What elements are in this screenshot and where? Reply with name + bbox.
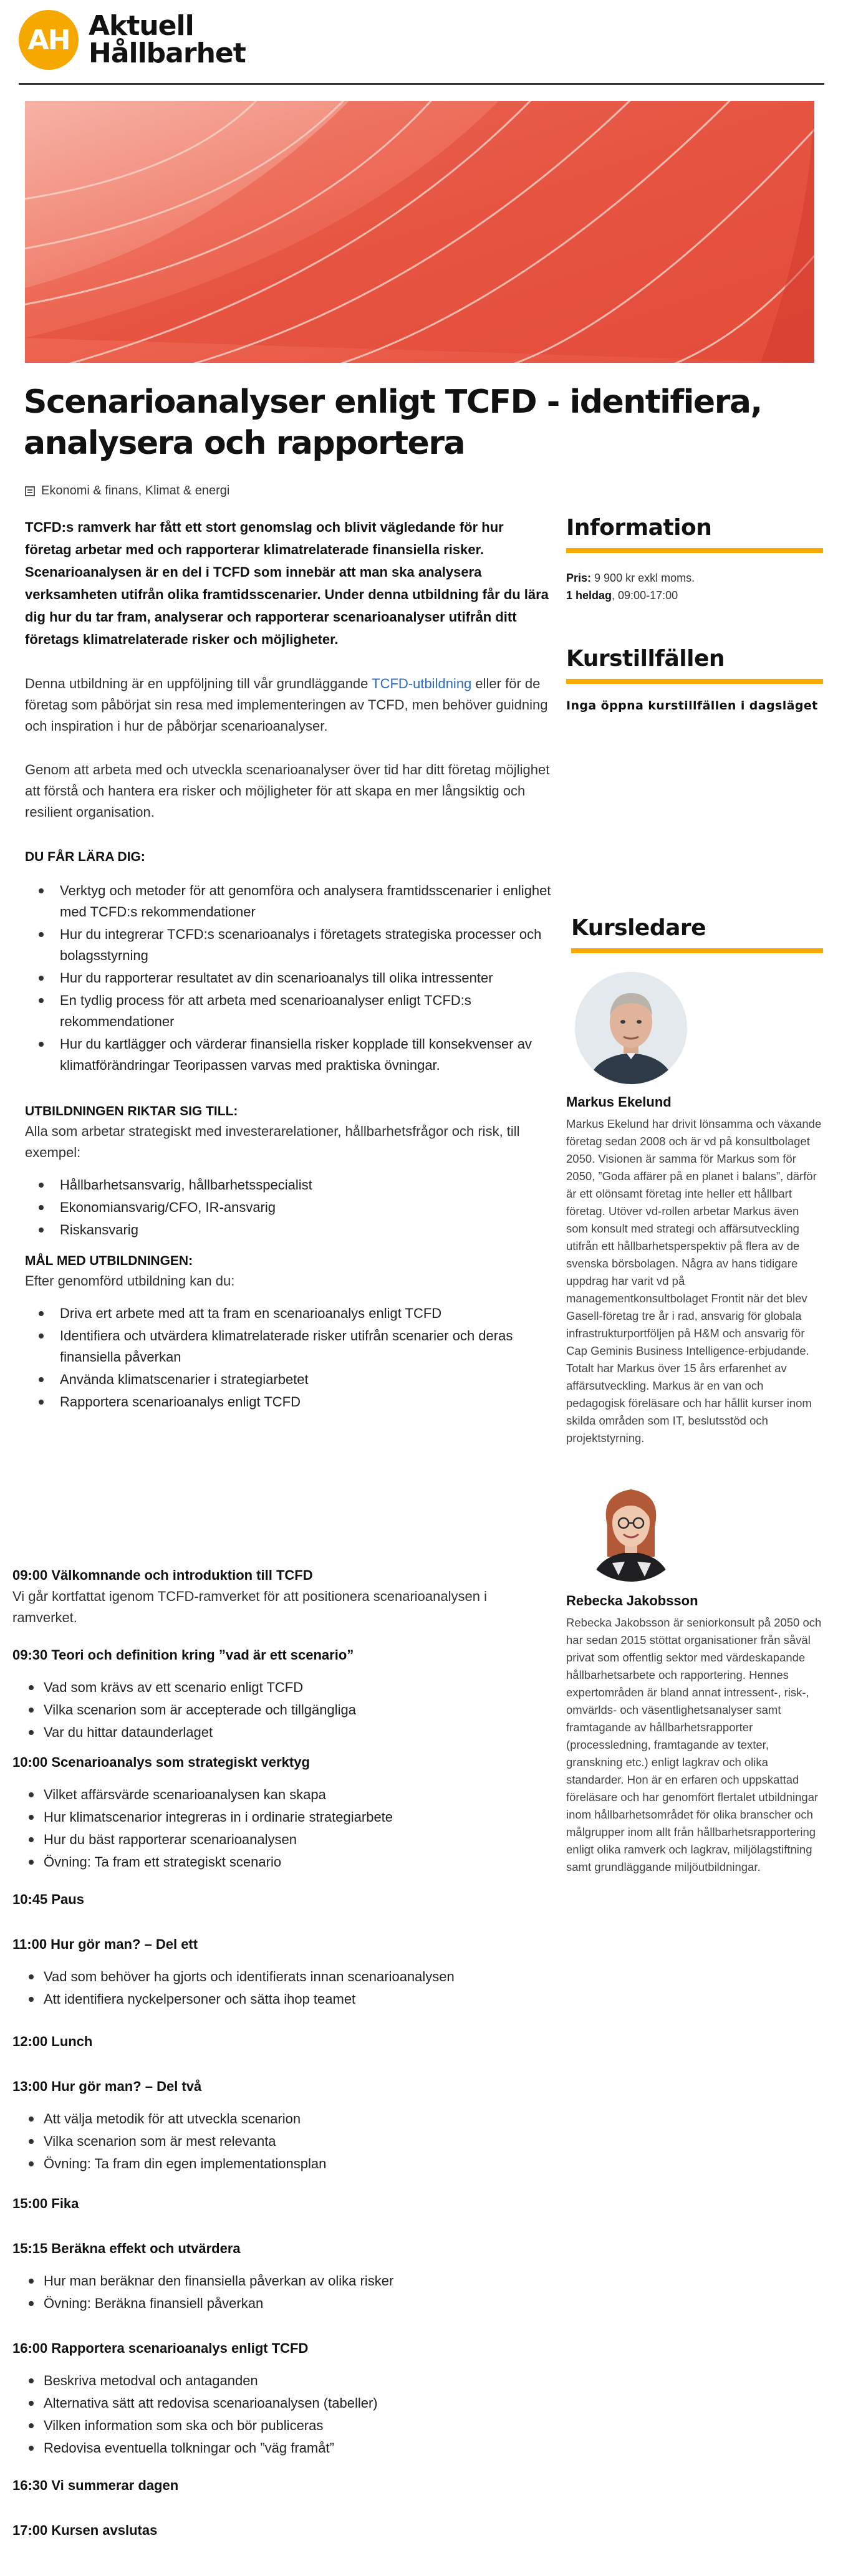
list-item: Använda klimatscenarier i strategiarbetet — [25, 1369, 552, 1390]
logo-mark[interactable] — [19, 10, 79, 70]
audience-heading: UTBILDNINGEN RIKTAR SIG TILL: — [25, 1104, 238, 1118]
goals-heading: MÅL MED UTBILDNINGEN: — [25, 1254, 193, 1268]
schedule-time: 15:00 Fika — [12, 2196, 79, 2211]
category-line — [25, 484, 229, 498]
logo-line2: Hållbarhet — [89, 37, 246, 69]
list-item: Hur du rapporterar resultatet av din scenarioanalys till olika intressenter — [25, 968, 552, 989]
list-item: En tydlig process för att arbeta med scenarioanalyser enligt TCFD:s rekommendationer — [25, 990, 552, 1032]
category-icon — [25, 486, 35, 496]
price-line — [566, 569, 823, 587]
learn-heading: DU FÅR LÄRA DIG: — [25, 850, 145, 864]
leader-name: Markus Ekelund — [566, 1094, 672, 1110]
leaders-panel — [566, 915, 823, 1876]
list-item: Övning: Ta fram ett strategiskt scenario — [12, 1852, 539, 1873]
schedule-time: 15:15 Beräkna effekt och utvärdera — [12, 2241, 241, 2256]
page-title: Scenarioanalyser enligt TCFD - identifiera, analysera och rapportera — [24, 383, 762, 462]
info-panel — [566, 515, 823, 604]
list-item: Vilka scenarion som är accepterade och tillgängliga — [12, 1699, 539, 1721]
list-item: Att välja metodik för att utveckla scenarion — [12, 2108, 539, 2130]
occasions-panel — [566, 646, 823, 713]
schedule-time: 12:00 Lunch — [12, 2034, 93, 2049]
duration-value: , 09:00-17:00 — [612, 589, 678, 602]
leader-bio: Rebecka Jakobsson är seniorkonsult på 2050 och har sedan 2015 stöttat organisationer från såväl privat som offentlig sektor med värdeskapande hållbarhetsarbete och rapportering. Hennes expertområden är bland annat intressent-, risk-, omvärlds- och väsentlighetsanalyser samt framtagande av hållbarhetsrapporter (processledning, framtagande av texter, granskning etc.) enligt lagkrav och olika standarder. Hon är en erfaren och uppskattad föreläsare och har genomfört flertalet utbildningar inom hållbarhetsområdet för olika branscher och målgrupper inom allt från hållbarhetsrapportering enligt olika ramverk och lagkrav, miljölagstiftning samt grundläggande miljöutbildningar. — [566, 1616, 822, 1873]
logo-wordmark[interactable] — [89, 12, 246, 67]
goals-list — [25, 1303, 552, 1413]
tcfd-course-link[interactable]: TCFD-utbildning — [372, 676, 472, 691]
duration-label: 1 heldag — [566, 589, 612, 602]
list-item: Vilken information som ska och bör publiceras — [12, 2415, 539, 2436]
intro-paragraph — [25, 673, 552, 737]
schedule-intro-text: Vi går kortfattat igenom TCFD-ramverket för att positionera scenarioanalysen i ramverket. — [12, 1588, 487, 1625]
list-item: Hur du kartlägger och värderar finansiella risker kopplade till konsekvenser av klimatförändringar Teoripassen varvas med praktiska övningar. — [25, 1034, 552, 1076]
list-item: Alternativa sätt att redovisa scenarioanalysen (tabeller) — [12, 2393, 539, 2414]
logo-initials: AH — [27, 24, 70, 56]
list-item: Vilka scenarion som är mest relevanta — [12, 2131, 539, 2152]
leader-bio: Markus Ekelund har drivit lönsamma och växande företag sedan 2008 och är vd på konsultbolaget 2050. Visionen är samma för Markus som för 2050, ”Goda affärer på en planet i balans”, därför är ett olönsamt företag inte heller ett hållbart företag. Utöver vd-rollen arbetar Markus även som konsult med strategi och affärsutveckling utifrån ett hållbarhetsperspektiv på flera av de svenska börsbolagen. Några av hans tidigare uppdrag har varit vd på managementkonsultbolaget Frontit när det blev Gasell-företag tre år i rad, ansvarig för globala infrastrukturportföljen på H&M och ansvarig för Cap Geminis Business Intelligence-erbjudande. Totalt har Markus över 15 års erfarenhet av affärsutveckling. Markus är en van och pedagogisk föreläsare och har hållit kurser inom skilda områden som IT, beslutsstöd och projektstyrning. — [566, 1117, 822, 1444]
list-item: Identifiera och utvärdera klimatrelaterade risker utifrån scenarier och deras finansiella påverkan — [25, 1325, 552, 1368]
list-item: Hur du bäst rapporterar scenarioanalysen — [12, 1829, 539, 1850]
header-divider — [19, 83, 824, 85]
list-item: Hur man beräknar den finansiella påverkan av olika risker — [12, 2271, 539, 2292]
second-paragraph: Genom att arbeta med och utveckla scenarioanalyser över tid har ditt företag möjlighet att förstå och hantera era risker och möjligheter för att skapa en mer långsiktig och resilient organisation. — [25, 762, 550, 820]
avatar — [575, 972, 687, 1084]
site-header — [19, 9, 246, 71]
audience-intro: Alla som arbetar strategiskt med investerarelationer, hållbarhetsfrågor och risk, till exempel: — [25, 1123, 520, 1160]
schedule-list — [12, 2370, 539, 2459]
list-item: Vilket affärsvärde scenarioanalysen kan skapa — [12, 1784, 539, 1805]
list-item: Övning: Beräkna finansiell påverkan — [12, 2293, 539, 2314]
schedule-time: 09:00 Välkomnande och introduktion till TCFD — [12, 1567, 313, 1583]
schedule-time: 09:30 Teori och definition kring ”vad är ett scenario” — [12, 1647, 354, 1663]
schedule-list — [12, 2108, 539, 2175]
learn-list — [25, 880, 552, 1076]
schedule-list — [12, 1677, 539, 1743]
info-rule — [566, 548, 823, 553]
list-item: Att identifiera nyckelpersoner och sätta ihop teamet — [12, 1989, 539, 2010]
list-item: Driva ert arbete med att ta fram en scenarioanalys enligt TCFD — [25, 1303, 552, 1324]
duration-line — [566, 587, 823, 604]
schedule-time: 10:00 Scenarioanalys som strategiskt verktyg — [12, 1754, 310, 1770]
schedule-list — [12, 1784, 539, 1873]
list-item: Vad som behöver ha gjorts och identifierats innan scenarioanalysen — [12, 1966, 539, 1987]
schedule-time: 16:00 Rapportera scenarioanalys enligt TCFD — [12, 2340, 309, 2356]
list-item: Övning: Ta fram din egen implementationsplan — [12, 2153, 539, 2175]
schedule-time: 13:00 Hur gör man? – Del två — [12, 2079, 202, 2094]
list-item: Verktyg och metoder för att genomföra och analysera framtidsscenarier i enlighet med TCFD:s rekommendationer — [25, 880, 552, 923]
occasions-title: Kurstillfällen — [566, 646, 725, 671]
list-item: Rapportera scenarioanalys enligt TCFD — [25, 1391, 552, 1413]
intro-text-before: Denna utbildning är en uppföljning till vår grundläggande — [25, 676, 372, 691]
list-item: Beskriva metodval och antaganden — [12, 2370, 539, 2391]
list-item: Vad som krävs av ett scenario enligt TCFD — [12, 1677, 539, 1698]
category-links[interactable]: Ekonomi & finans, Klimat & energi — [41, 484, 230, 497]
course-schedule — [12, 1565, 539, 2541]
occasions-rule — [566, 679, 823, 684]
schedule-time: 11:00 Hur gör man? – Del ett — [12, 1936, 198, 1952]
list-item: Ekonomiansvarig/CFO, IR-ansvarig — [25, 1197, 552, 1218]
schedule-time: 10:45 Paus — [12, 1891, 84, 1907]
list-item: Hållbarhetsansvarig, hållbarhetsspecialist — [25, 1175, 552, 1196]
occasions-text: Inga öppna kurstillfällen i dagsläget — [566, 699, 818, 713]
avatar — [575, 1469, 687, 1582]
price-label: Pris: — [566, 572, 592, 584]
info-title: Information — [566, 515, 712, 541]
schedule-list — [12, 2271, 539, 2314]
lead-paragraph: TCFD:s ramverk har fått ett stort genomslag och blivit vägledande för hur företag arbetar med och rapporterar klimatrelaterade finansiella risker. Scenarioanalysen är en del i TCFD som innebär att man ska analysera verksamheten utifrån olika framtidsscenarier. Under denna utbildning får du lära dig hur du tar fram, analyserar och rapporterar scenarioanalyser utifrån ditt företags klimatrelaterade risker och möjligheter. — [25, 519, 549, 647]
audience-list — [25, 1175, 552, 1241]
leader-name: Rebecka Jakobsson — [566, 1593, 698, 1608]
list-item: Var du hittar dataunderlaget — [12, 1722, 539, 1743]
course-description — [25, 516, 552, 1414]
list-item: Riskansvarig — [25, 1219, 552, 1241]
hero-image — [25, 101, 814, 363]
leaders-rule — [571, 948, 823, 953]
leaders-title: Kursledare — [571, 915, 706, 941]
price-value: 9 900 kr exkl moms. — [591, 572, 695, 584]
list-item: Hur klimatscenarior integreras in i ordinarie strategiarbete — [12, 1807, 539, 1828]
schedule-list — [12, 1966, 539, 2010]
list-item: Hur du integrerar TCFD:s scenarioanalys i företagets strategiska processer och bolagsstyrning — [25, 924, 552, 966]
goals-intro: Efter genomförd utbildning kan du: — [25, 1273, 235, 1289]
schedule-time: 17:00 Kursen avslutas — [12, 2522, 158, 2538]
intro-text-after: eller för de företag som påbörjat sin resa med implementeringen av TCFD, men behöver guidning och inspiration i hur de påbörjar scenarioanalyser. — [25, 676, 548, 734]
schedule-time: 16:30 Vi summerar dagen — [12, 2477, 179, 2493]
logo-line1: Aktuell — [89, 10, 194, 42]
list-item: Redovisa eventuella tolkningar och ”väg framåt” — [12, 2438, 539, 2459]
